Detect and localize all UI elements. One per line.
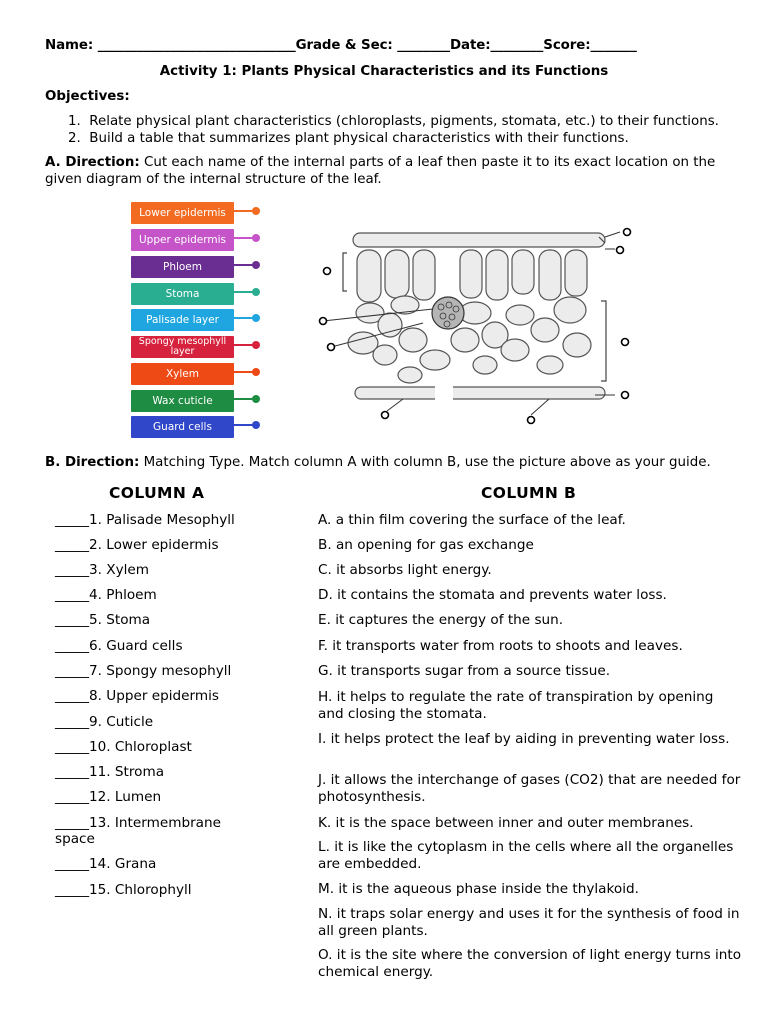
column-b-item: I. it helps protect the leaf by aiding in preventing water loss. (318, 731, 730, 747)
column-b-item: N. it traps solar energy and uses it for the synthesis of food in all green plants. (318, 906, 740, 939)
objective-number: 1. (68, 114, 81, 129)
grade-section-field[interactable]: Grade & Sec: ________ (295, 38, 451, 53)
column-b-item: F. it transports water from roots to shoots and leaves. (318, 638, 683, 654)
name-field[interactable]: Name: ______________________________ (45, 38, 296, 53)
column-a-item[interactable]: _____8. Upper epidermis (55, 688, 219, 704)
objective-item (68, 114, 719, 129)
column-b-item: J. it allows the interchange of gases (CO2) that are needed for photosynthesis. (318, 772, 741, 805)
cutout-stoma[interactable] (131, 283, 234, 305)
cutout-lower-epidermis[interactable] (131, 202, 234, 224)
column-b-item: A. a thin film covering the surface of the leaf. (318, 512, 626, 528)
cutout-palisade-layer[interactable] (131, 309, 234, 331)
column-a-item[interactable]: _____4. Phloem (55, 587, 157, 603)
cutout-label: Wax cuticle (152, 395, 213, 407)
direction-a-label: A. Direction: (45, 155, 140, 170)
column-a-item[interactable]: _____2. Lower epidermis (55, 537, 219, 553)
lower-epidermis-shape (355, 387, 605, 399)
column-a-item[interactable]: _____10. Chloroplast (55, 739, 192, 755)
activity-title: Activity 1: Plants Physical Characteristics and its Functions (159, 64, 609, 79)
column-a-item[interactable]: _____6. Guard cells (55, 638, 183, 654)
column-b-item: B. an opening for gas exchange (318, 537, 534, 553)
cutout-upper-epidermis[interactable] (131, 229, 234, 251)
column-a-item[interactable]: _____7. Spongy mesophyll (55, 663, 232, 679)
column-a-item-continuation: space (55, 831, 95, 847)
column-a-item[interactable]: _____12. Lumen (55, 789, 162, 805)
score-field[interactable]: Score:_______ (543, 38, 637, 53)
date-field[interactable]: Date:________ (450, 38, 544, 53)
objective-text: Relate physical plant characteristics (chloroplasts, pigments, stomata, etc.) to their functions. (89, 114, 719, 129)
cutout-phloem[interactable] (131, 256, 234, 278)
column-b-item: G. it transports sugar from a source tissue. (318, 663, 611, 679)
direction-b-text: Matching Type. Match column A with column B, use the picture above as your guide. (139, 455, 711, 470)
column-b-item: L. it is like the cytoplasm in the cells where all the organelles are embedded. (318, 839, 734, 872)
column-a-item[interactable]: _____1. Palisade Mesophyll (55, 512, 235, 528)
cutout-label: Upper epidermis (138, 234, 227, 246)
column-a-item[interactable]: _____14. Grana (55, 856, 157, 872)
cutout-wax-cuticle[interactable] (131, 390, 234, 412)
column-a-item[interactable]: _____13. Intermembrane (55, 815, 221, 831)
column-b-item: H. it helps to regulate the rate of transpiration by opening and closing the stomata. (318, 689, 714, 722)
column-a-item[interactable]: _____5. Stoma (55, 612, 151, 628)
objectives-heading: Objectives: (45, 89, 130, 104)
header-line (45, 38, 637, 53)
cutout-label: Spongy mesophyll layer (138, 336, 227, 357)
cutout-label: Xylem (165, 368, 199, 380)
column-a-item[interactable]: _____11. Stroma (55, 764, 165, 780)
upper-epidermis-shape (353, 233, 605, 247)
direction-b-label: B. Direction: (45, 455, 140, 470)
cutout-label: Phloem (162, 261, 203, 273)
cutout-xylem[interactable] (131, 363, 234, 385)
column-a-item[interactable]: _____15. Chlorophyll (55, 882, 192, 898)
column-a-heading: COLUMN A (109, 484, 205, 502)
objective-number: 2. (68, 131, 81, 146)
cutout-label: Guard cells (153, 421, 212, 433)
direction-b (45, 455, 711, 470)
column-b-item: K. it is the space between inner and outer membranes. (318, 815, 694, 831)
cutout-spongy-mesophyll[interactable] (131, 336, 234, 358)
column-b-item: C. it absorbs light energy. (318, 562, 492, 578)
column-b-item: O. it is the site where the conversion of light energy turns into chemical energy. (318, 947, 742, 980)
column-b-item: M. it is the aqueous phase inside the thylakoid. (318, 881, 639, 897)
cutout-label: Lower epidermis (139, 207, 226, 219)
objective-item (68, 131, 629, 146)
leaf-cross-section-diagram (315, 225, 640, 425)
column-a-item[interactable]: _____3. Xylem (55, 562, 150, 578)
column-b-item: D. it contains the stomata and prevents water loss. (318, 587, 667, 603)
direction-a-text: Cut each name of the internal parts of a leaf then paste it to its exact location on the given diagram of the internal structure of the leaf. (45, 155, 716, 187)
cutout-guard-cells[interactable] (131, 416, 234, 438)
column-b-heading: COLUMN B (481, 484, 577, 502)
cutout-label: Stoma (165, 288, 200, 300)
objective-text: Build a table that summarizes plant physical characteristics with their functions. (89, 131, 629, 146)
cutout-label: Palisade layer (146, 314, 219, 326)
direction-a (45, 155, 735, 188)
column-b-item: E. it captures the energy of the sun. (318, 612, 564, 628)
column-a-item[interactable]: _____9. Cuticle (55, 714, 154, 730)
